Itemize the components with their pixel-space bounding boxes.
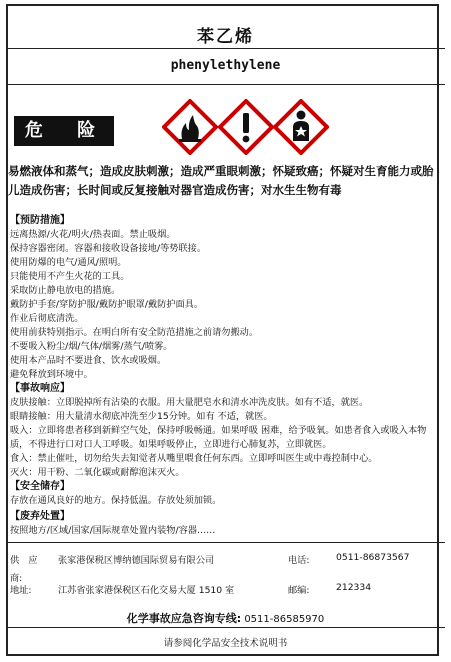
response-line: 灭火：用干粉、二氧化碳或耐醇泡沫灭火。: [10, 467, 185, 478]
health-hazard-icon: [273, 99, 329, 155]
address-label: 地址:: [10, 585, 32, 596]
response-heading: 【事故响应】: [10, 383, 70, 394]
divider: [6, 84, 445, 85]
product-name-cn: 苯乙烯: [197, 27, 254, 47]
signal-word: 危 险: [14, 116, 114, 146]
prevention-section: [10, 214, 441, 382]
disposal-heading: 【废弃处置】: [10, 511, 70, 522]
postcode-value: 212334: [336, 582, 372, 593]
storage-heading: 【安全储存】: [10, 481, 70, 492]
phone-number: 0511-86873567: [336, 552, 410, 563]
response-line: 眼睛接触：用大量清水彻底冲洗至少15分钟。如有 不适，就医。: [10, 411, 273, 422]
divider: [6, 627, 445, 628]
address-value: 江苏省张家港保税区石化交易大厦 1510 室: [58, 585, 235, 596]
response-line: 吸入：立即将患者移到新鲜空气处，保持呼吸畅通。如果呼吸 困难，给予吸氧。如患者食入或吸入本物质，不得进行口对口人工呼吸。如果呼吸停止，立即进行心肺复苏，立即就医。: [10, 425, 427, 450]
divider: [6, 542, 445, 543]
prevention-line: 采取防止静电放电的措施。: [10, 285, 121, 296]
hazard-statement: 易燃液体和蒸气；造成皮肤刺激；造成严重眼刺激；怀疑致癌；怀疑对生育能力或胎儿造成伤害；长时间或反复接触对器官造成伤害；对水生生物有毒: [8, 164, 434, 197]
prevention-line: 戴防护手套/穿防护服/戴防护眼罩/戴防护面具。: [10, 299, 204, 310]
prevention-line: 保持容器密闭。容器和接收设备接地/等势联接。: [10, 243, 207, 254]
prevention-line: 远离热源/火花/明火/热表面。禁止吸烟。: [10, 229, 176, 240]
prevention-line: 作业后彻底清洗。: [10, 313, 84, 324]
prevention-line: 不要吸入粉尘/烟/气体/烟雾/蒸气/喷雾。: [10, 341, 173, 352]
prevention-heading: 【预防措施】: [10, 215, 70, 226]
sds-note: 请参阅化学品安全技术说明书: [163, 638, 288, 649]
prevention-line: 避免释放到环境中。: [10, 369, 93, 380]
hotline-label: 化学事故应急咨询专线:: [126, 612, 242, 625]
response-line: 食入：禁止催吐，切勿给失去知觉者从嘴里喂食任何东西。立即呼叫医生或中毒控制中心。: [10, 453, 378, 464]
response-line: 皮肤接触：立即脱掉所有沾染的衣服。用大量肥皂水和清水冲洗皮肤。如有不适，就医。: [10, 397, 369, 408]
disposal-section: [10, 510, 441, 538]
storage-line: 存放在通风良好的地方。保持低温。存放处须加锁。: [10, 495, 222, 506]
postcode-label: 邮编:: [288, 585, 310, 596]
supplier-label: 供 应 商:: [10, 555, 47, 584]
storage-section: [10, 480, 441, 508]
hotline-number: 0511-86585970: [244, 614, 325, 625]
emergency-hotline: [0, 610, 451, 626]
response-section: [10, 382, 441, 480]
exclamation-mark-icon: [218, 99, 274, 155]
divider: [6, 48, 445, 49]
prevention-line: 使用前获特别指示。在明白所有安全防范措施之前请勿搬动。: [10, 327, 259, 338]
prevention-line: 只能使用不产生火花的工具。: [10, 271, 130, 282]
disposal-line: 按照地方/区域/国家/国际规章处置内装物/容器……: [10, 525, 216, 536]
product-name-en: phenylethylene: [170, 58, 281, 73]
prevention-line: 使用防爆的电气/通风/照明。: [10, 257, 127, 268]
flame-icon: [162, 99, 218, 155]
phone-label: 电话:: [288, 555, 310, 566]
supplier-name: 张家港保税区博纳德国际贸易有限公司: [58, 555, 215, 566]
prevention-line: 使用本产品时不要进食、饮水或吸烟。: [10, 355, 167, 366]
